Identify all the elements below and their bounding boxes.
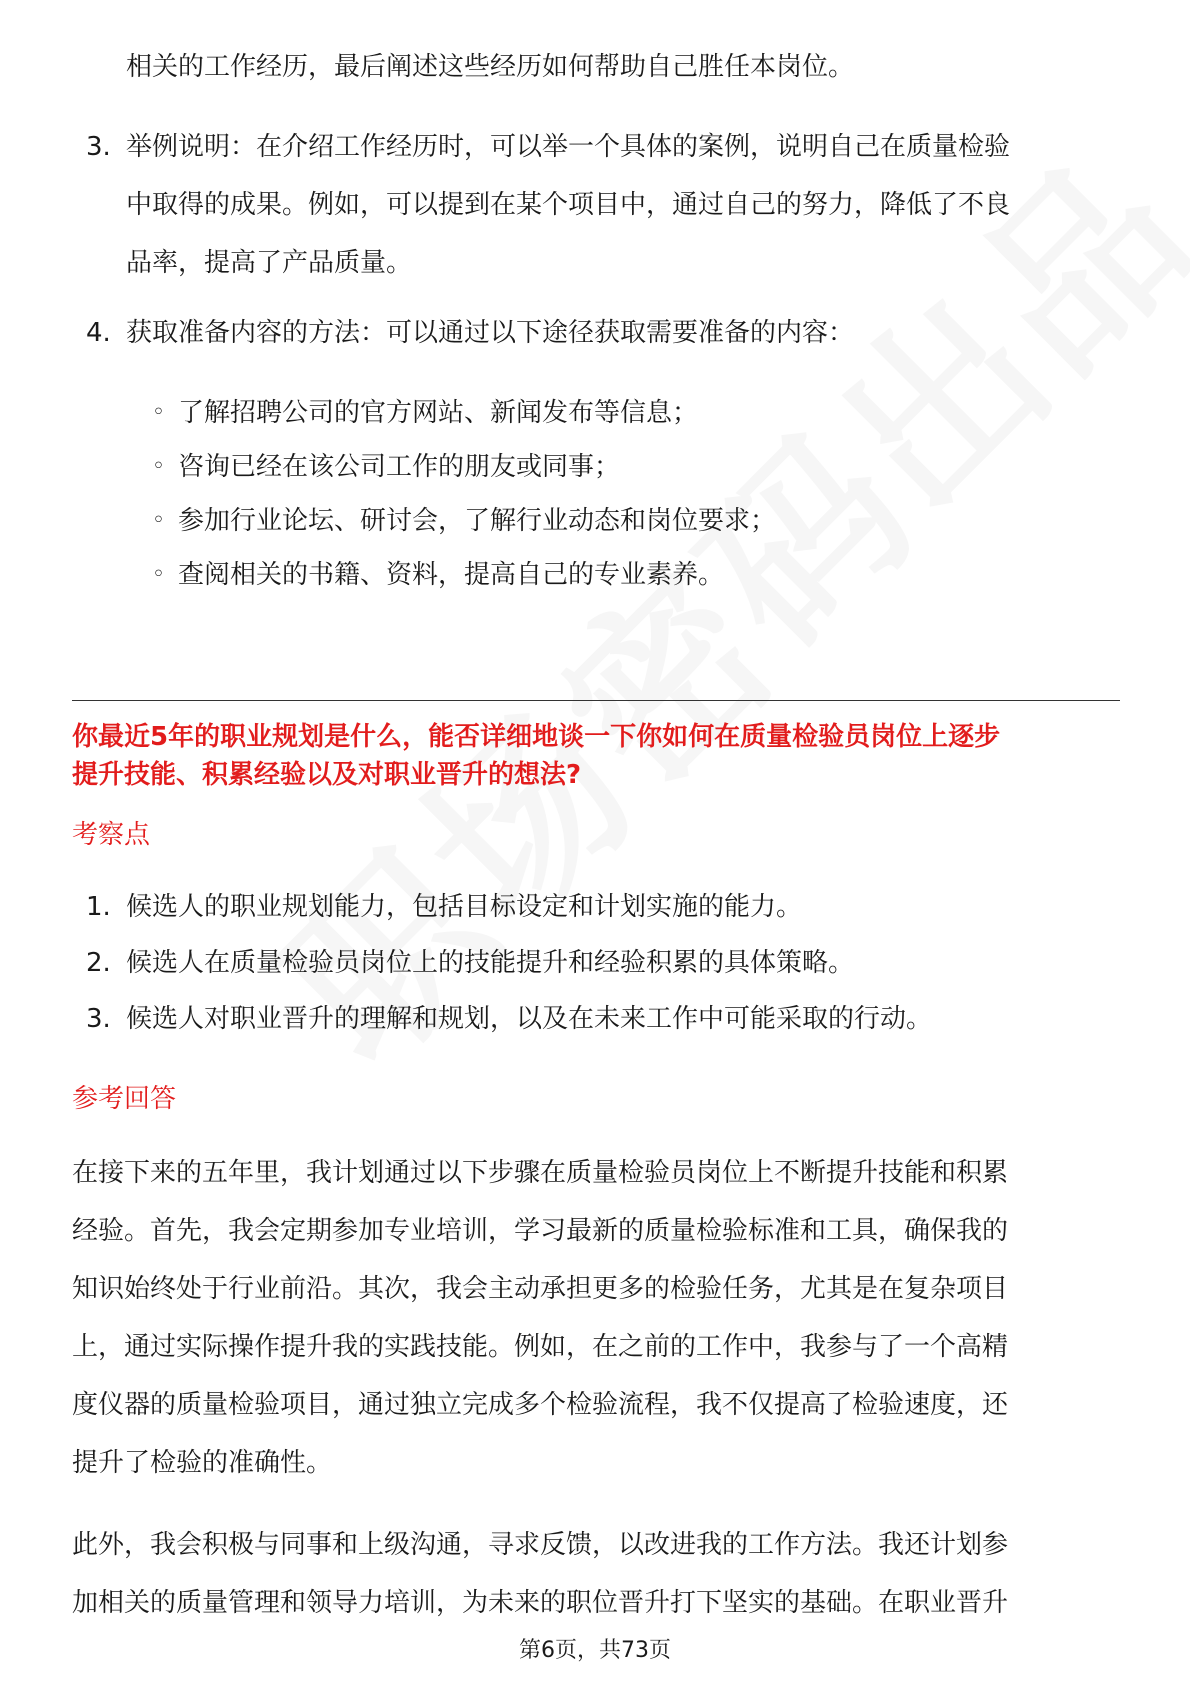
bullet-text: 了解招聘公司的官方网站、新闻发布等信息； [178,398,699,428]
question-heading [72,718,1132,794]
list-number: 1. [86,892,111,922]
question-line: 你最近5年的职业规划是什么，能否详细地谈一下你如何在质量检验员岗位上逐步 [72,722,1001,752]
list-text: 候选人在质量检验员岗位上的技能提升和经验积累的具体策略。 [126,948,855,978]
assessment-item-1 [86,878,1120,936]
prev-list-item-4 [86,304,1120,362]
list-number: 3. [86,132,111,162]
bullet-circle-icon: ◦ [152,454,165,479]
bullet-circle-icon: ◦ [152,508,165,533]
bullet-text: 咨询已经在该公司工作的朋友或同事； [178,452,621,482]
bullet-item [152,492,1112,550]
bullet-item [152,384,1112,442]
list-text-line: 举例说明：在介绍工作经历时，可以举一个具体的案例，说明自己在质量检验 [126,132,1011,162]
list-text: 候选人对职业晋升的理解和规划，以及在未来工作中可能采取的行动。 [126,1004,933,1034]
answer-paragraph-2 [72,1516,1120,1632]
bullet-text: 参加行业论坛、研讨会，了解行业动态和岗位要求； [178,506,777,536]
bullet-item [152,546,1112,604]
prev-list-item-3 [86,118,1120,292]
paragraph-line: 经验。首先，我会定期参加专业培训，学习最新的质量检验标准和工具，确保我的 [72,1216,1009,1246]
paragraph-line: 在接下来的五年里，我计划通过以下步骤在质量检验员岗位上不断提升技能和积累 [72,1158,1009,1188]
paragraph-line: 此外，我会积极与同事和上级沟通，寻求反馈，以改进我的工作方法。我还计划参 [72,1530,1009,1560]
list-number: 4. [86,318,111,348]
list-text-line: 获取准备内容的方法：可以通过以下途径获取需要准备的内容： [126,318,855,348]
prev-item-continuation: 相关的工作经历，最后阐述这些经历如何帮助自己胜任本岗位。 [126,52,855,82]
paragraph-line: 提升了检验的准确性。 [72,1448,333,1478]
page-number-footer: 第6页，共73页 [519,1638,671,1663]
question-line: 提升技能、积累经验以及对职业晋升的想法? [72,760,582,790]
assessment-item-2 [86,934,1120,992]
bullet-text: 查阅相关的书籍、资料，提高自己的专业素养。 [178,560,725,590]
list-text: 候选人的职业规划能力，包括目标设定和计划实施的能力。 [126,892,803,922]
paragraph-line: 上，通过实际操作提升我的实践技能。例如，在之前的工作中，我参与了一个高精 [72,1332,1009,1362]
paragraph-line: 度仪器的质量检验项目，通过独立完成多个检验流程，我不仅提高了检验速度，还 [72,1390,1009,1420]
bullet-item [152,438,1112,496]
paragraph-line: 知识始终处于行业前沿。其次，我会主动承担更多的检验任务，尤其是在复杂项目 [72,1274,1009,1304]
paragraph-line: 加相关的质量管理和领导力培训，为未来的职位晋升打下坚实的基础。在职业晋升 [72,1588,1009,1618]
list-text-line: 品率，提高了产品质量。 [126,248,413,278]
assessment-points-title: 考察点 [72,820,151,850]
list-text-line: 中取得的成果。例如，可以提到在某个项目中，通过自己的努力，降低了不良 [126,190,1011,220]
list-number: 3. [86,1004,111,1034]
reference-answer-title: 参考回答 [72,1084,177,1114]
assessment-item-3 [86,990,1120,1048]
list-number: 2. [86,948,111,978]
section-divider [72,700,1120,701]
bullet-circle-icon: ◦ [152,562,165,587]
bullet-circle-icon: ◦ [152,400,165,425]
answer-paragraph-1 [72,1144,1120,1492]
